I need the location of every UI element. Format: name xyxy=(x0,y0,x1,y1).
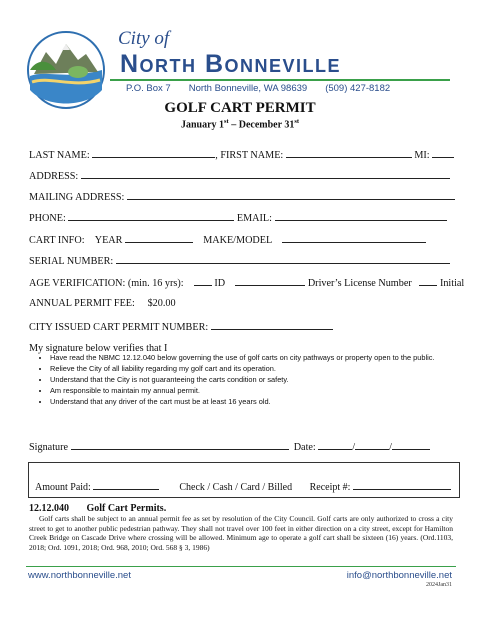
date-label: Date: xyxy=(293,442,316,453)
date-year-field[interactable] xyxy=(392,440,430,450)
permit-dates xyxy=(0,118,480,130)
ordinance-section: 12.12.040 xyxy=(29,503,69,514)
last-name-label: LAST NAME: xyxy=(29,150,90,161)
city-permit-number-label: CITY ISSUED CART PERMIT NUMBER: xyxy=(29,322,209,333)
contact-row xyxy=(29,211,447,224)
email-label: EMAIL: xyxy=(236,213,272,224)
mailing-address-field[interactable] xyxy=(127,190,455,200)
drivers-license-label: Driver’s License Number xyxy=(307,278,412,289)
city-permit-number-row xyxy=(29,320,333,333)
first-name-label: , FIRST NAME: xyxy=(215,150,284,161)
signature-row: Signature Date: / / xyxy=(29,440,430,453)
end-date-suffix: st xyxy=(294,118,300,125)
org-name: North Bonneville xyxy=(120,50,342,78)
header-divider xyxy=(110,79,450,81)
amount-paid-label: Amount Paid: xyxy=(35,482,91,493)
date-day-field[interactable] xyxy=(355,440,389,450)
address-row xyxy=(29,169,450,182)
ordinance-heading xyxy=(29,503,166,514)
mailing-address-row xyxy=(29,190,455,203)
end-date: December 31 xyxy=(238,119,295,131)
start-date: January 1 xyxy=(180,119,225,131)
name-row xyxy=(29,148,454,161)
payment-row xyxy=(35,480,451,493)
signature-field[interactable] xyxy=(71,440,289,450)
first-name-field[interactable] xyxy=(286,148,412,158)
revision-code: 2024Jan31 xyxy=(426,582,452,588)
email-field[interactable] xyxy=(275,211,447,221)
acknowledgement-item: • Have read the NBMC 12.12.040 below governing the use of golf carts on city pathways or property open to the public. xyxy=(50,352,470,363)
mi-label: MI: xyxy=(414,150,430,161)
signature-intro: My signature below verifies that I xyxy=(29,343,168,354)
serial-number-field[interactable] xyxy=(116,254,450,264)
acknowledgement-item: • Understand that the City is not guaranteeing the carts condition or safety. xyxy=(50,374,470,385)
receipt-field[interactable] xyxy=(353,480,451,490)
phone-label: PHONE: xyxy=(29,213,66,224)
acknowledgement-item: • Am responsible to maintain my annual permit. xyxy=(50,385,470,396)
date-separator: – xyxy=(228,119,239,131)
address-label: ADDRESS: xyxy=(29,171,79,182)
acknowledgement-list xyxy=(30,352,470,407)
city-of-label: City of xyxy=(118,28,170,49)
footer-divider xyxy=(26,566,456,567)
serial-number-label: SERIAL NUMBER: xyxy=(29,256,114,267)
city-address: North Bonneville, WA 98639 xyxy=(188,83,308,94)
ordinance-text: Golf carts shall be subject to an annual permit fee as set by resolution of the City Council. Golf carts are only authorized to cross a city street to get to another public pedestrian pathway. They shall not travel over 100 feet in either direction on a city street, except for Hamilton Creek Bridge on Cascade Drive where crossing will be allowed. Minimum age to operate a golf cart shall be sixteen (16) years. (Ord.1103, 2018; Ord. 1091, 2018; Ord. 968, 2010; Ord. 568 § 3, 1986) xyxy=(29,514,453,552)
footer-email-link[interactable]: info@northbonneville.net xyxy=(346,570,452,581)
phone-number: (509) 427-8182 xyxy=(325,83,391,94)
signature-label: Signature xyxy=(29,442,69,453)
cart-info-label: CART INFO: xyxy=(29,235,85,246)
make-model-field[interactable] xyxy=(282,233,426,243)
cart-info-row xyxy=(29,233,426,246)
phone-field[interactable] xyxy=(68,211,234,221)
address-field[interactable] xyxy=(81,169,450,179)
contact-line xyxy=(126,83,456,94)
annual-fee-row xyxy=(29,298,176,309)
start-date-suffix: st xyxy=(224,118,229,125)
make-model-label: MAKE/MODEL xyxy=(203,235,272,246)
footer-website-link[interactable]: www.northbonneville.net xyxy=(28,570,131,581)
year-field[interactable] xyxy=(125,233,193,243)
receipt-label: Receipt #: xyxy=(309,482,351,493)
age-verification-label: AGE VERIFICATION: (min. 16 yrs): xyxy=(29,278,184,289)
city-permit-number-field[interactable] xyxy=(211,320,333,330)
mailing-address-label: MAILING ADDRESS: xyxy=(29,192,125,203)
license-number-field[interactable] xyxy=(235,276,305,286)
initial-field[interactable] xyxy=(419,276,437,286)
id-label: ID xyxy=(214,278,226,289)
payment-methods: Check / Cash / Card / Billed xyxy=(179,482,293,493)
annual-fee-label: ANNUAL PERMIT FEE: xyxy=(29,298,135,309)
ordinance-title: Golf Cart Permits. xyxy=(86,503,167,514)
acknowledgement-item: • Relieve the City of all liability regarding my golf cart and its operation. xyxy=(50,363,470,374)
acknowledgement-item: • Understand that any driver of the cart must be at least 16 years old. xyxy=(50,396,470,407)
mi-field[interactable] xyxy=(432,148,454,158)
initial-label: Initial xyxy=(439,278,465,289)
id-check-field[interactable] xyxy=(194,276,212,286)
age-verification-row xyxy=(29,276,464,289)
year-label: YEAR xyxy=(94,235,123,246)
page-title: GOLF CART PERMIT xyxy=(164,100,316,116)
last-name-field[interactable] xyxy=(92,148,215,158)
amount-paid-field[interactable] xyxy=(93,480,159,490)
serial-number-row xyxy=(29,254,450,267)
po-box: P.O. Box 7 xyxy=(126,83,171,94)
city-logo xyxy=(26,30,106,110)
date-month-field[interactable] xyxy=(318,440,352,450)
annual-fee-value: $20.00 xyxy=(147,298,176,309)
